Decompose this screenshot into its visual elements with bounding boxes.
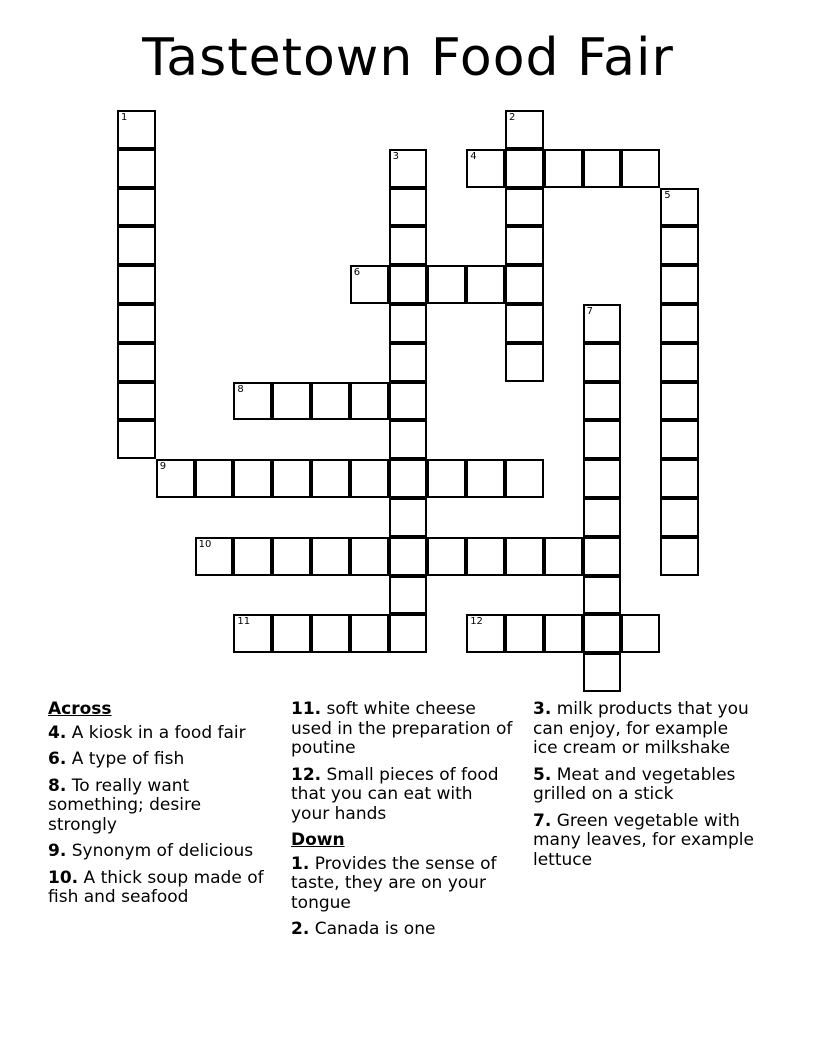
grid-cell[interactable]	[311, 459, 350, 498]
grid-cell[interactable]	[660, 226, 699, 265]
cell-number: 9	[159, 461, 167, 473]
grid-cell[interactable]	[427, 537, 466, 576]
grid-cell[interactable]	[389, 614, 428, 653]
grid-cell[interactable]	[583, 382, 622, 421]
grid-cell[interactable]	[583, 459, 622, 498]
grid-cell[interactable]	[466, 265, 505, 304]
grid-cell[interactable]	[660, 459, 699, 498]
cell-number: 5	[664, 189, 671, 201]
grid-cell[interactable]	[583, 343, 622, 382]
grid-cell[interactable]	[544, 614, 583, 653]
grid-cell[interactable]	[272, 614, 311, 653]
cell-number: 3	[392, 150, 399, 162]
grid-cell[interactable]	[505, 343, 544, 382]
grid-cell[interactable]	[544, 149, 583, 188]
page-title: Tastetown Food Fair	[142, 28, 674, 88]
grid-cell[interactable]	[311, 614, 350, 653]
grid-cell[interactable]	[505, 265, 544, 304]
grid-cell[interactable]	[583, 498, 622, 537]
cell-number: 1	[121, 112, 128, 123]
clue-across-9: 9. Synonym of delicious	[48, 841, 254, 861]
down-heading: Down	[291, 830, 345, 850]
grid-cell[interactable]	[389, 226, 428, 265]
clue-down-7: 7. Green vegetable with many leaves, for example lettuce	[533, 810, 754, 870]
grid-cell[interactable]	[621, 614, 660, 653]
grid-cell[interactable]	[272, 382, 311, 421]
clue-across-10: 10. A thick soup made of fish and seafood	[48, 867, 264, 907]
grid-cell[interactable]	[389, 537, 428, 576]
cell-number: 11	[237, 616, 251, 628]
grid-cell[interactable]	[350, 537, 389, 576]
clues-column-1	[48, 700, 273, 915]
grid-cell[interactable]	[117, 304, 156, 343]
grid-cell[interactable]	[117, 420, 156, 459]
grid-cell[interactable]	[660, 304, 699, 343]
grid-cell[interactable]	[660, 498, 699, 537]
grid-cell[interactable]	[389, 498, 428, 537]
grid-cell[interactable]	[389, 304, 428, 343]
grid-cell[interactable]	[389, 265, 428, 304]
grid-cell[interactable]	[466, 459, 505, 498]
grid-cell[interactable]	[660, 537, 699, 576]
grid-cell[interactable]	[466, 537, 505, 576]
grid-cell[interactable]	[583, 537, 622, 576]
grid-cell[interactable]	[466, 614, 505, 653]
grid-cell[interactable]	[117, 149, 156, 188]
cell-number: 2	[509, 112, 516, 123]
grid-cell[interactable]	[117, 382, 156, 421]
grid-cell[interactable]	[272, 459, 311, 498]
grid-cell[interactable]	[389, 343, 428, 382]
grid-cell[interactable]	[505, 614, 544, 653]
grid-cell[interactable]	[272, 537, 311, 576]
clue-across-8: 8. To really want something; desire strongly	[48, 775, 202, 835]
cell-number: 7	[586, 306, 593, 317]
grid-cell[interactable]	[660, 420, 699, 459]
grid-cell[interactable]	[660, 382, 699, 421]
grid-cell[interactable]	[117, 110, 156, 149]
grid-cell[interactable]	[583, 304, 622, 343]
grid-cell[interactable]	[350, 265, 389, 304]
grid-cell[interactable]	[466, 149, 505, 188]
grid-cell[interactable]	[117, 265, 156, 304]
clue-down-2: 2. Canada is one	[291, 919, 436, 939]
grid-cell[interactable]	[156, 459, 195, 498]
clue-down-3: 3. milk products that you can enjoy, for example ice cream or milkshake	[533, 699, 749, 758]
grid-cell[interactable]	[583, 653, 622, 692]
across-heading: Across	[48, 699, 112, 719]
grid-cell[interactable]	[389, 459, 428, 498]
grid-cell[interactable]	[544, 537, 583, 576]
grid-cell[interactable]	[350, 459, 389, 498]
clue-down-1: 1. Provides the sense of taste, they are on your tongue	[291, 853, 497, 913]
cell-number: 4	[470, 150, 477, 162]
cell-number: 12	[470, 616, 483, 628]
grid-cell[interactable]	[505, 188, 544, 227]
grid-cell[interactable]	[117, 343, 156, 382]
grid-cell[interactable]	[505, 537, 544, 576]
grid-cell[interactable]	[117, 188, 156, 227]
clue-across-4: 4. A kiosk in a food fair	[48, 722, 246, 743]
grid-cell[interactable]	[427, 265, 466, 304]
grid-cell[interactable]	[621, 149, 660, 188]
grid-cell[interactable]	[350, 382, 389, 421]
clue-across-6: 6. A type of fish	[48, 749, 185, 769]
cell-number: 6	[353, 267, 361, 279]
grid-cell[interactable]	[311, 382, 350, 421]
grid-cell[interactable]	[389, 382, 428, 421]
grid-cell[interactable]	[195, 537, 234, 576]
clue-across-12: 12. Small pieces of food that you can eat with your hands	[291, 764, 499, 824]
clue-down-5: 5. Meat and vegetables grilled on a stick	[533, 764, 736, 804]
grid-cell[interactable]	[660, 265, 699, 304]
grid-cell[interactable]	[311, 537, 350, 576]
clue-across-11: 11. soft white cheese used in the preparation of poutine	[291, 699, 513, 758]
grid-cell[interactable]	[583, 576, 622, 615]
clues-column-3	[533, 700, 758, 877]
grid-cell[interactable]	[233, 459, 272, 498]
cell-number: 10	[198, 538, 212, 550]
grid-cell[interactable]	[505, 304, 544, 343]
grid-cell[interactable]	[233, 614, 272, 653]
grid-cell[interactable]	[505, 459, 544, 498]
grid-cell[interactable]	[583, 149, 622, 188]
grid-cell[interactable]	[583, 614, 622, 653]
grid-cell[interactable]	[660, 188, 699, 227]
grid-cell[interactable]	[505, 110, 544, 149]
grid-cell[interactable]	[389, 420, 428, 459]
grid-cell[interactable]	[505, 226, 544, 265]
grid-cell[interactable]	[583, 420, 622, 459]
clues-column-2	[291, 700, 516, 947]
grid-cell[interactable]	[505, 149, 544, 188]
grid-cell[interactable]	[117, 226, 156, 265]
grid-cell[interactable]	[389, 149, 428, 188]
grid-cell[interactable]	[195, 459, 234, 498]
grid-cell[interactable]	[427, 459, 466, 498]
grid-cell[interactable]	[233, 382, 272, 421]
grid-cell[interactable]	[389, 576, 428, 615]
grid-cell[interactable]	[233, 537, 272, 576]
grid-cell[interactable]	[350, 614, 389, 653]
cell-number: 8	[237, 383, 244, 395]
grid-cell[interactable]	[660, 343, 699, 382]
grid-cell[interactable]	[389, 188, 428, 227]
